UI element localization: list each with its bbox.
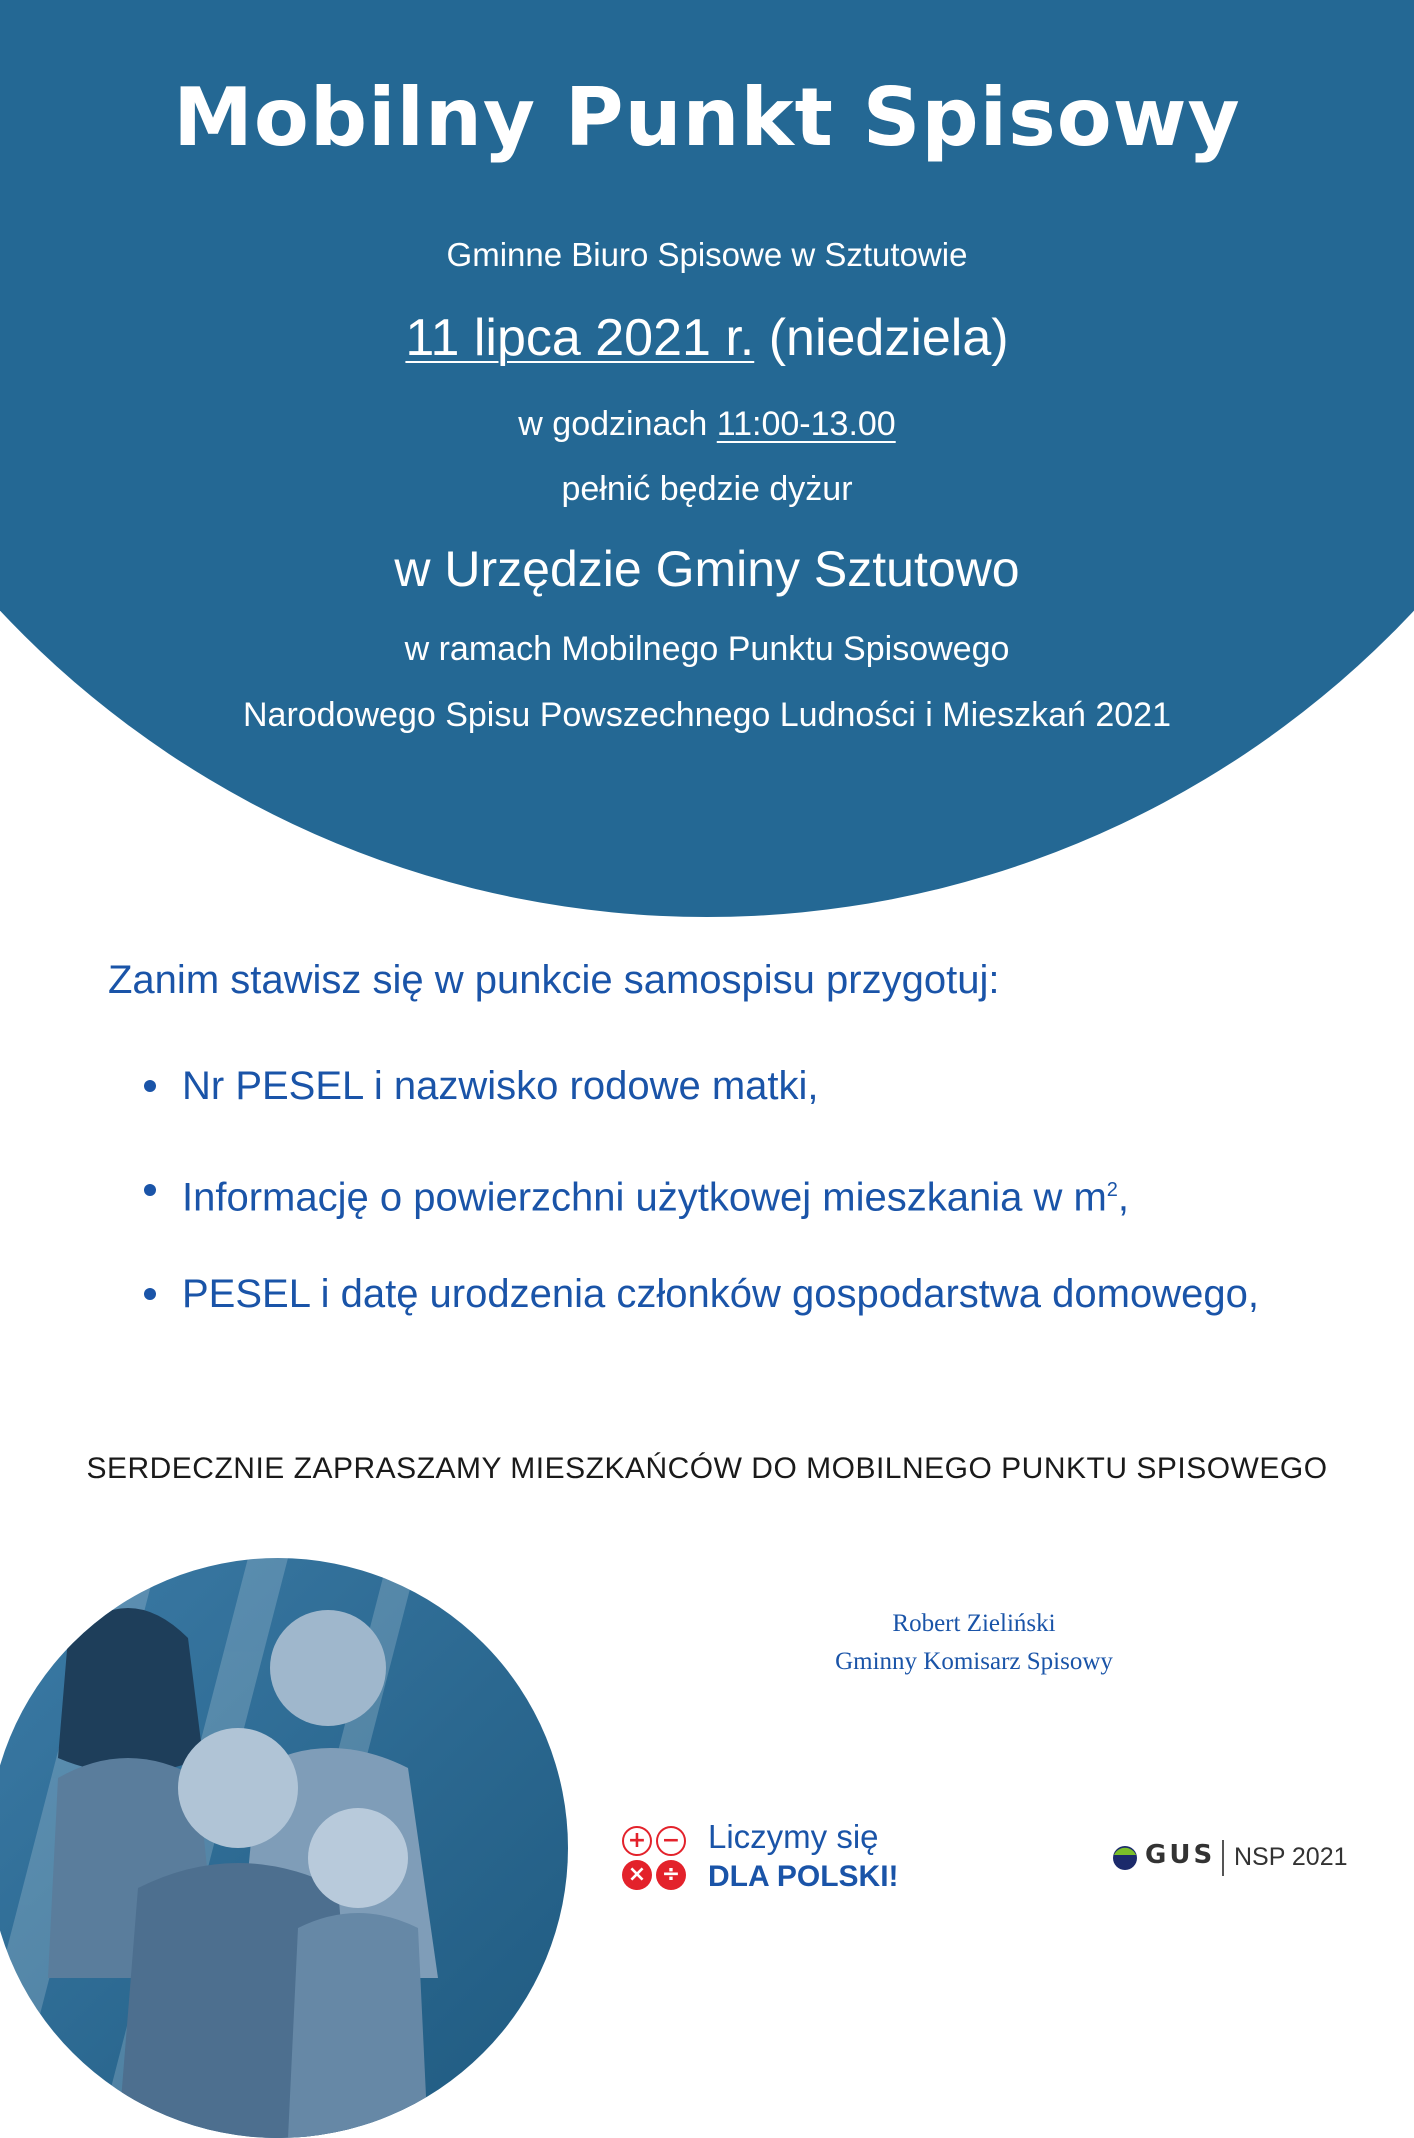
bullet-icon [144,1184,156,1196]
event-date-line [0,308,1414,368]
census-name: Narodowego Spisu Powszechnego Ludności i Mieszkań 2021 [242,696,1171,734]
campaign-logo [622,1818,922,1898]
framework-text: w ramach Mobilnego Punktu Spisowego [404,630,1010,668]
times-icon: × [622,1860,652,1890]
signature-block [774,1605,1174,1681]
bullet-icon [144,1080,156,1092]
signature-role: Gminny Komisarz Spisowy [835,1648,1113,1675]
plus-icon: + [622,1826,652,1856]
page-title: Mobilny Punkt Spisowy [173,71,1241,164]
gus-label: GUS [1145,1840,1216,1870]
family-photo-illustration [0,1558,568,2138]
list-item [140,1054,1380,1158]
duty-text: pełnić będzie dyżur [561,470,853,508]
family-photo [0,1558,568,2138]
event-hours: 11:00-13.00 [716,405,896,443]
list-item-text: Nr PESEL i nazwisko rodowe matki, [182,1064,819,1108]
signature-name: Robert Zieliński [892,1610,1056,1637]
event-weekday: (niedziela) [768,309,1009,367]
campaign-slogan-line2: DLA POLSKI! [708,1860,899,1893]
preparation-list [140,1054,1380,1366]
hours-prefix: w godzinach [518,405,708,443]
gus-logo-icon [1112,1845,1138,1871]
hours-line [0,405,1414,444]
invitation-text: SERDECZNIE ZAPRASZAMY MIESZKAŃCÓW DO MOBILNEGO PUNKTU SPISOWEGO [86,1452,1328,1485]
list-item [140,1158,1380,1262]
divide-icon: ÷ [656,1860,686,1890]
list-item-text: Informację o powierzchni użytkowej mieszkania w m [182,1175,1107,1220]
event-date: 11 lipca 2021 r. [405,309,755,367]
gus-nsp-logo [1112,1838,1372,1878]
list-item-text: PESEL i datę urodzenia członków gospodarstwa domowego, [182,1272,1259,1316]
list-item-punctuation: , [1117,1175,1130,1220]
bullet-icon [144,1288,156,1300]
list-item [140,1262,1380,1366]
logo-divider [1222,1840,1224,1876]
preparation-heading: Zanim stawisz się w punkcie samospisu przygotuj: [108,958,1000,1002]
event-place: w Urzędzie Gminy Sztutowo [394,541,1020,597]
superscript-exponent: 2 [1106,1179,1118,1201]
campaign-slogan-line1: Liczymy się [708,1818,879,1855]
minus-icon: − [656,1826,686,1856]
office-name: Gminne Biuro Spisowe w Sztutowie [446,236,968,273]
nsp-label: NSP 2021 [1234,1843,1348,1871]
